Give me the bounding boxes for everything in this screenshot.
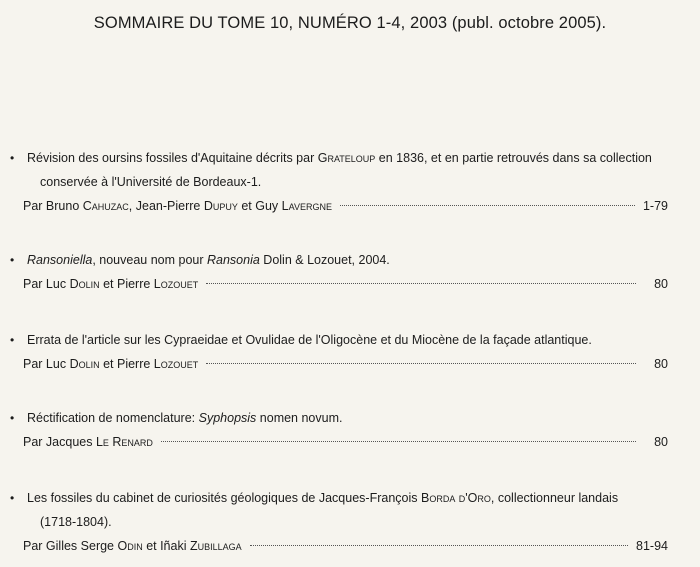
entry-authors: Par Luc Dolin et Pierre Lozouet xyxy=(23,357,199,371)
entry-author-line xyxy=(23,196,668,218)
entry-title-continued: conservée à l'Université de Bordeaux-1. xyxy=(40,175,262,189)
bullet-icon: • xyxy=(10,253,15,267)
entry-title: Réctification de nomenclature: Syphopsis nomen novum. xyxy=(27,411,343,425)
toc-entry xyxy=(10,330,690,376)
entry-pages: 80 xyxy=(654,277,668,291)
dot-leader xyxy=(250,545,628,546)
bullet-icon: • xyxy=(10,411,15,425)
entry-title: Les fossiles du cabinet de curiosités géologiques de Jacques-François Borda d'Oro, collectionneur landais xyxy=(27,491,619,505)
dot-leader xyxy=(206,283,636,284)
entry-title-continued: (1718-1804). xyxy=(40,515,112,529)
bullet-icon: • xyxy=(10,151,15,165)
entry-authors: Par Bruno Cahuzac, Jean-Pierre Dupuy et Guy Lavergne xyxy=(23,199,332,213)
entry-authors: Par Luc Dolin et Pierre Lozouet xyxy=(23,277,199,291)
toc-entry xyxy=(10,250,690,296)
entry-title: Révision des oursins fossiles d'Aquitaine décrits par Grateloup en 1836, et en partie retrouvés dans sa collection xyxy=(27,151,652,165)
entry-pages: 81-94 xyxy=(636,539,668,553)
page-title: SOMMAIRE DU TOME 10, NUMÉRO 1-4, 2003 (publ. octobre 2005). xyxy=(93,14,607,32)
entry-pages: 80 xyxy=(654,435,668,449)
dot-leader xyxy=(340,205,635,206)
entry-pages: 80 xyxy=(654,357,668,371)
entry-author-line xyxy=(23,536,668,558)
toc-entry xyxy=(10,488,690,558)
bullet-icon: • xyxy=(10,333,15,347)
entry-title: Ransoniella, nouveau nom pour Ransonia Dolin & Lozouet, 2004. xyxy=(27,253,390,267)
bullet-icon: • xyxy=(10,491,15,505)
entry-author-line xyxy=(23,432,668,454)
entry-title: Errata de l'article sur les Cypraeidae et Ovulidae de l'Oligocène et du Miocène de la façade atlantique. xyxy=(27,333,592,347)
entry-author-line xyxy=(23,274,668,296)
entry-pages: 1-79 xyxy=(642,199,668,213)
dot-leader xyxy=(206,363,636,364)
entry-author-line xyxy=(23,354,668,376)
entry-authors: Par Gilles Serge Odin et Iñaki Zubillaga xyxy=(23,539,242,553)
toc-entry xyxy=(10,148,690,218)
entry-authors: Par Jacques Le Renard xyxy=(23,435,153,449)
dot-leader xyxy=(161,441,636,442)
toc-entry xyxy=(10,408,690,454)
